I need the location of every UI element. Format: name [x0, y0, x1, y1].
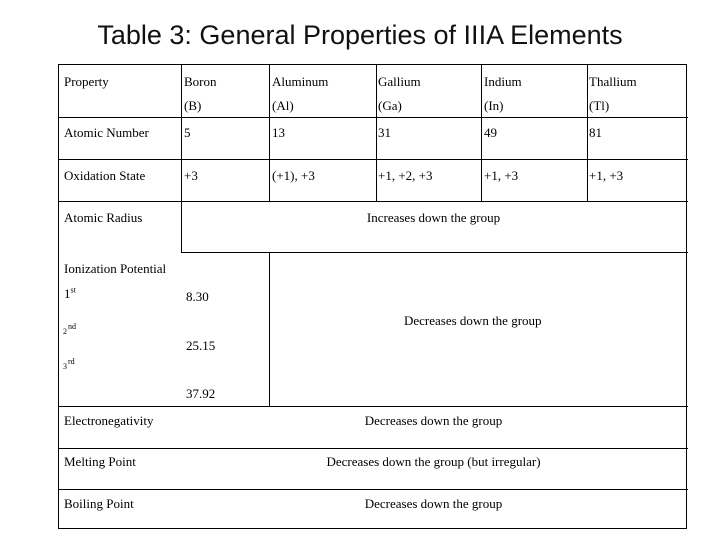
- electronegativity-label: Electronegativity: [64, 413, 154, 428]
- header-aluminum-symbol: (Al): [272, 98, 294, 113]
- atomic-number-label: Atomic Number: [64, 125, 149, 140]
- header-thallium-name: Thallium: [589, 74, 637, 89]
- atomic-number-value: 81: [589, 125, 602, 140]
- ionization-second-ordinal: nd: [68, 322, 76, 331]
- oxidation-state-value: +1, +2, +3: [378, 168, 433, 183]
- ionization-third-ordinal: rd: [68, 357, 75, 366]
- page-title: Table 3: General Properties of IIIA Elements: [97, 20, 623, 50]
- boiling-point-trend: Decreases down the group: [364, 496, 503, 511]
- oxidation-state-value: +1, +3: [484, 168, 519, 183]
- ionization-third-value: 37.92: [186, 386, 216, 401]
- header-gallium-name: Gallium: [378, 74, 421, 89]
- header-thallium-symbol: (Tl): [589, 98, 610, 113]
- atomic-number-value: 31: [378, 125, 391, 140]
- atomic-radius-label: Atomic Radius: [64, 210, 143, 225]
- melting-point-label: Melting Point: [64, 454, 136, 469]
- melting-point-trend: Decreases down the group (but irregular): [326, 454, 541, 469]
- oxidation-state-label: Oxidation State: [64, 168, 146, 183]
- ionization-third-number: 3: [63, 362, 67, 371]
- atomic-number-value: 13: [272, 125, 285, 140]
- oxidation-state-value: +3: [184, 168, 198, 183]
- ionization-first-number: 1: [64, 286, 71, 301]
- header-indium-name: Indium: [484, 74, 522, 89]
- header-boron-name: Boron: [184, 74, 217, 89]
- atomic-number-value: 5: [184, 125, 191, 140]
- header-indium-symbol: (In): [484, 98, 504, 113]
- header-aluminum-name: Aluminum: [272, 74, 329, 89]
- atomic-radius-trend: Increases down the group: [366, 210, 501, 225]
- ionization-first-value: 8.30: [186, 289, 209, 304]
- header-gallium-symbol: (Ga): [378, 98, 402, 113]
- ionization-first-ordinal: st: [70, 285, 76, 295]
- boiling-point-label: Boiling Point: [64, 496, 134, 511]
- header-property: Property: [64, 74, 109, 89]
- ionization-trend: Decreases down the group: [404, 313, 542, 328]
- atomic-number-value: 49: [484, 125, 497, 140]
- ionization-first-label: [64, 286, 76, 301]
- header-boron-symbol: (B): [184, 98, 202, 113]
- oxidation-state-value: (+1), +3: [272, 168, 315, 183]
- ionization-second-number: 2: [63, 327, 67, 336]
- ionization-label: Ionization Potential: [64, 261, 167, 276]
- ionization-second-value: 25.15: [186, 338, 216, 353]
- electronegativity-trend: Decreases down the group: [364, 413, 503, 428]
- oxidation-state-value: +1, +3: [589, 168, 624, 183]
